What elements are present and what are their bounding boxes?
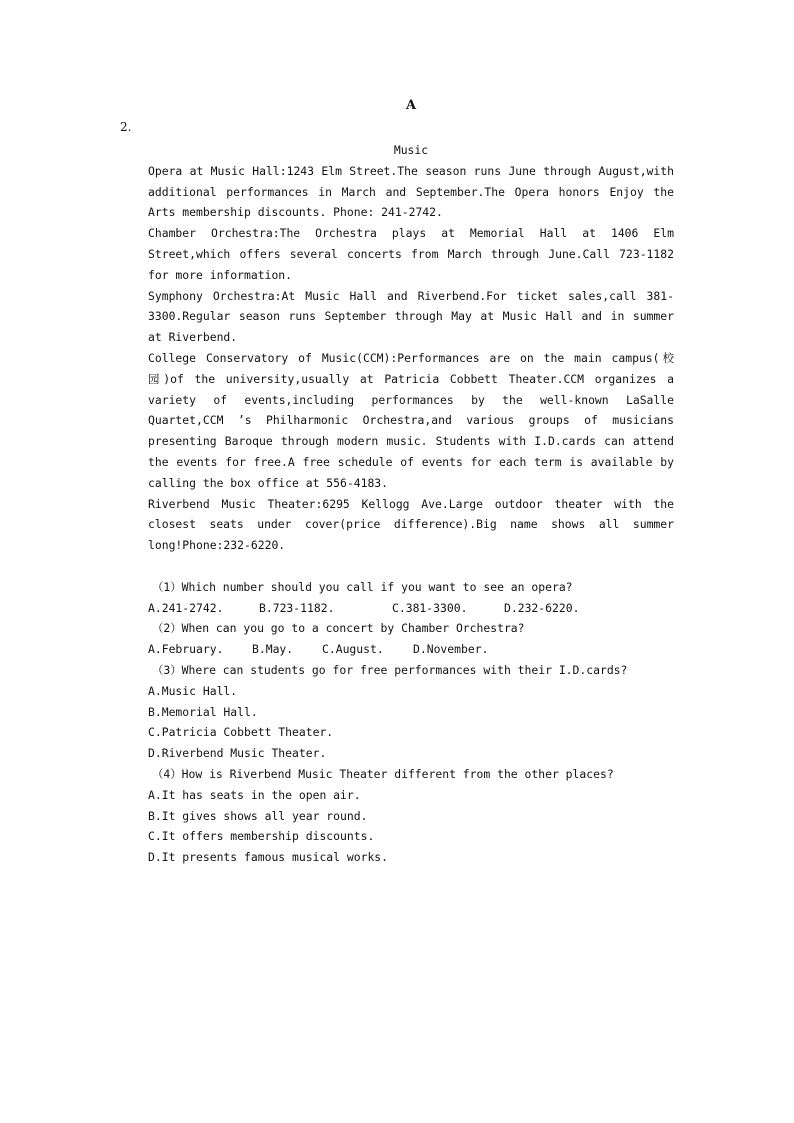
option-4b: B.It gives shows all year round. [148, 808, 368, 823]
document-body [148, 140, 674, 868]
passage-paragraph-symphony: Symphony Orchestra:At Music Hall and Riverbend.For ticket sales,call 381-3300.Regular season runs September through May at Music Hall and in summer at Riverbend. [148, 288, 674, 345]
option-1a: A.241-2742. [148, 600, 224, 615]
passage-paragraph-opera: Opera at Music Hall:1243 Elm Street.The season runs June through August,with additional performances in March and September.The Opera honors Enjoy the Arts membership discounts. Phone: 241-2742. [148, 163, 674, 220]
option-3d: D.Riverbend Music Theater. [148, 746, 327, 761]
option-3c: C.Patricia Cobbett Theater. [148, 725, 334, 740]
option-4d: D.It presents famous musical works. [148, 850, 389, 865]
option-2a: A.February. [148, 642, 224, 657]
passage-paragraph-ccm: College Conservatory of Music(CCM):Performances are on the main campus(校园)of the university,usually at Patricia Cobbett Theater.CCM organizes a variety of events,including performances by the well-known LaSalle Quartet,CCM ’s Philharmonic Orchestra,and various groups of musicians presenting Baroque through modern music. Students with I.D.cards can attend the events for free.A free schedule of events for each term is available by calling the box office at 556-4183. [148, 350, 674, 490]
option-2c: C.August. [322, 642, 384, 657]
option-4a: A.It has seats in the open air. [148, 787, 361, 802]
option-1d: D.232-6220. [504, 600, 580, 615]
question-number: 2. [120, 120, 132, 134]
question-options-1 [148, 598, 674, 619]
section-heading: A [405, 98, 417, 113]
option-1c: C.381-3300. [392, 600, 468, 615]
question-stem-1: （1）Which number should you call if you want to see an opera? [152, 579, 573, 594]
option-1b: B.723-1182. [259, 600, 335, 615]
passage-paragraph-riverbend: Riverbend Music Theater:6295 Kellogg Ave.Large outdoor theater with the closest seats under cover(price difference).Big name shows all summer long!Phone:232-6220. [148, 496, 674, 553]
question-options-2 [148, 639, 674, 660]
option-2d: D.November. [413, 642, 489, 657]
question-stem-3: （3）Where can students go for free performances with their I.D.cards? [152, 662, 628, 677]
option-3a: A.Music Hall. [148, 683, 238, 698]
question-stem-4: （4）How is Riverbend Music Theater different from the other places? [152, 766, 614, 781]
option-4c: C.It offers membership discounts. [148, 829, 375, 844]
question-stem-2: （2）When can you go to a concert by Chamber Orchestra? [152, 621, 525, 636]
passage-title: Music [393, 143, 429, 157]
option-3b: B.Memorial Hall. [148, 704, 258, 719]
passage-paragraph-chamber: Chamber Orchestra:The Orchestra plays at Memorial Hall at 1406 Elm Street,which offers several concerts from March through June.Call 723-1182 for more information. [148, 226, 674, 282]
option-2b: B.May. [252, 642, 294, 657]
